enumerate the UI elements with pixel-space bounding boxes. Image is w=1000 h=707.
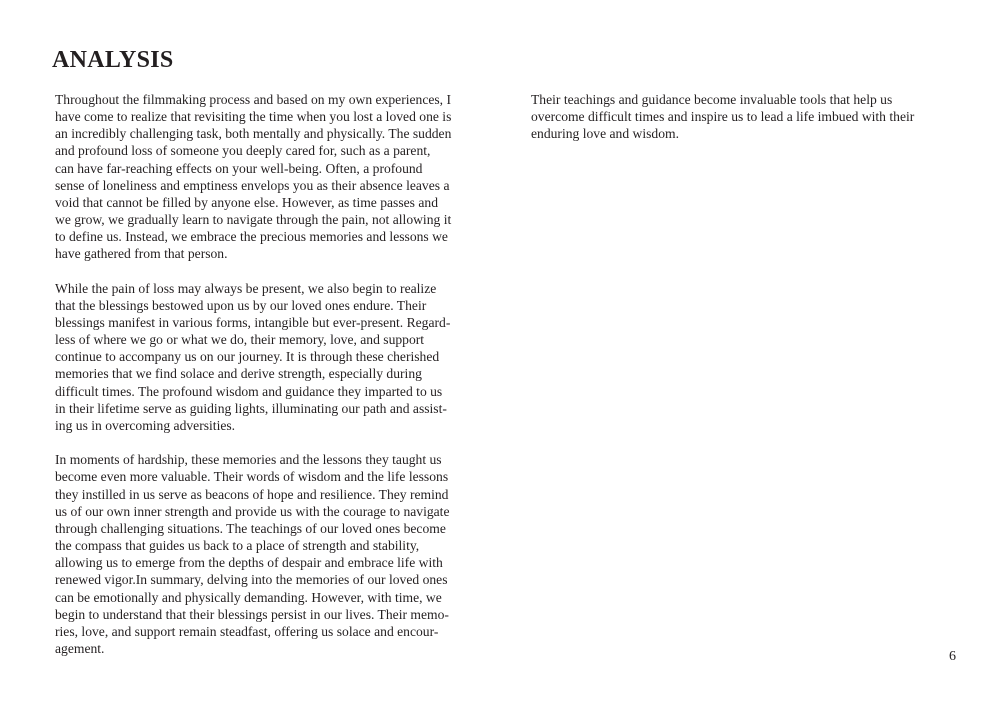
text-line: agement. (55, 640, 105, 656)
text-line: become even more valuable. Their words of wisdom and the life lessons (55, 469, 449, 485)
text-line: While the pain of loss may always be present, we also begin to realize (55, 280, 437, 296)
text-line: less of where we go or what we do, their memory, love, and support (55, 332, 425, 348)
text-line: us of our own inner strength and provide us with the courage to navigate (55, 503, 450, 519)
text-line: memories that we find solace and derive strength, especially during (55, 366, 422, 382)
body-paragraph (531, 91, 951, 142)
text-line: that the blessings bestowed upon us by our loved ones endure. Their (55, 297, 427, 313)
body-paragraph (55, 91, 480, 263)
text-line: blessings manifest in various forms, intangible but ever-present. Regard- (55, 315, 451, 331)
text-line: overcome difficult times and inspire us to lead a life imbued with their (531, 109, 915, 125)
text-line: to define us. Instead, we embrace the precious memories and lessons we (55, 229, 448, 245)
text-line: Throughout the filmmaking process and based on my own experiences, I (55, 92, 452, 107)
text-line: an incredibly challenging task, both mentally and physically. The sudden (55, 126, 452, 142)
text-line: begin to understand that their blessings persist in our lives. Their memo- (55, 606, 449, 622)
right-text-column (531, 91, 951, 160)
text-line: and profound loss of someone you deeply cared for, such as a parent, (55, 143, 431, 159)
text-line: void that cannot be filled by anyone else. However, as time passes and (55, 194, 438, 210)
text-line: have come to realize that revisiting the time when you lost a loved one is (55, 109, 452, 125)
page-title: ANALYSIS (52, 47, 174, 73)
text-line: enduring love and wisdom. (531, 126, 679, 142)
text-line: ing us in overcoming adversities. (55, 417, 236, 433)
text-line: sense of loneliness and emptiness envelops you as their absence leaves a (55, 177, 450, 193)
text-line: we grow, we gradually learn to navigate through the pain, not allowing it (55, 212, 452, 228)
text-line: have gathered from that person. (55, 246, 228, 262)
text-line: through challenging situations. The teachings of our loved ones become (55, 520, 446, 536)
text-line: the compass that guides us back to a place of strength and stability, (55, 538, 420, 554)
text-line: can have far-reaching effects on your well-being. Often, a profound (55, 160, 423, 176)
text-line: they instilled in us serve as beacons of hope and resilience. They remind (55, 486, 449, 502)
text-line: continue to accompany us on our journey. It is through these cherished (55, 349, 440, 365)
text-line: in their lifetime serve as guiding lights, illuminating our path and assist- (55, 400, 447, 416)
text-line: ries, love, and support remain steadfast, offering us solace and encour- (55, 623, 439, 639)
text-line: Their teachings and guidance become invaluable tools that help us (531, 92, 893, 107)
left-text-column (55, 91, 480, 674)
text-line: can be emotionally and physically demanding. However, with time, we (55, 589, 442, 605)
text-line: renewed vigor.In summary, delving into the memories of our loved ones (55, 572, 448, 588)
text-line: In moments of hardship, these memories and the lessons they taught us (55, 452, 442, 468)
text-line: difficult times. The profound wisdom and guidance they imparted to us (55, 383, 443, 399)
page-number: 6 (949, 649, 956, 664)
text-line: allowing us to emerge from the depths of despair and embrace life with (55, 555, 443, 571)
body-paragraph (55, 451, 480, 657)
body-paragraph (55, 280, 480, 434)
